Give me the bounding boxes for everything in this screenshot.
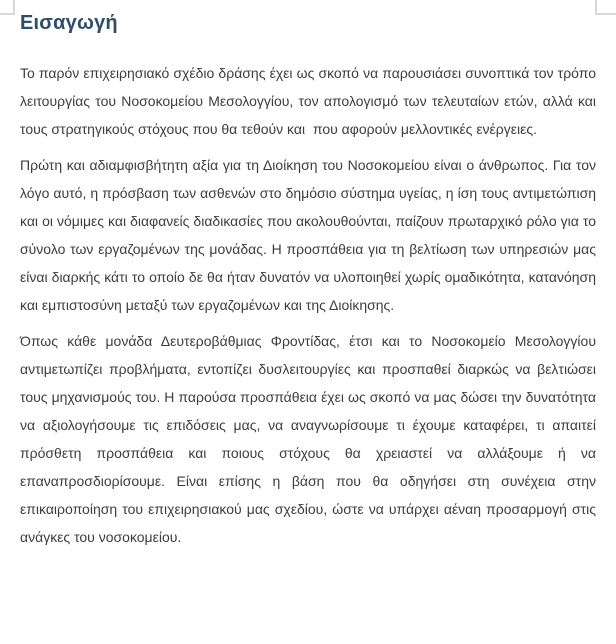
paragraph-intro-purpose: Το παρόν επιχειρησιακό σχέδιο δράσης έχει ως σκοπό να παρουσιάσει συνοπτικά τον τρόπο λειτουργίας του Νοσοκομείου Μεσολογγίου, τον απολογισμό των τελευταίων ετών, αλλά και τους στρατηγικούς στόχους που θα τεθούν και που αφορούν μελλοντικές ενέργειες.: [20, 65, 600, 137]
section-heading: Εισαγωγή: [20, 12, 118, 34]
text-boundary-mark-top-left: [0, 0, 15, 15]
paragraph-goals: Όπως κάθε μονάδα Δευτεροβάθμιας Φροντίδας, έτσι και το Νοσοκομείο Μεσολογγίου αντιμετωπίζει προβλήματα, εντοπίζει δυσλειτουργίες και προσπαθεί διαρκώς να βελτιώσει τους μηχανισμούς του. Η παρούσα προσπάθεια έχει ως σκοπό να μας δώσει την δυνατότητα να αξιολογήσουμε τις επιδόσεις μας, να αναγνωρίσουμε τι έχουμε καταφέρει, τι απαιτεί πρόσθετη προσπάθεια και ποιους στόχους θα χρειαστεί να αλλάξουμε ή να επαναπροσδιορίσουμε. Είναι επίσης η βάση που θα οδηγήσει στη συνέχεια στην επικαιροποίηση του επιχειρησιακού μας σχεδίου, ώστε να υπάρχει αέναη προσαρμογή στις ανάγκες του νοσοκομείου.: [20, 333, 600, 545]
text-boundary-mark-top-right: [595, 0, 616, 15]
paragraph-values: Πρώτη και αδιαμφισβήτητη αξία για τη Διοίκηση του Νοσοκομείου είναι ο άνθρωπος. Για τον λόγο αυτό, η πρόσβαση των ασθενών στο δημόσιο σύστημα υγείας, η ίση τους αντιμετώπιση και οι νόμιμες και διαφανείς διαδικασίες που ακολουθούνται, παίζουν πρωταρχικό ρόλο για το σύνολο των εργαζομένων της μονάδας. Η προσπάθεια για τη βελτίωση των υπηρεσιών μας είναι διαρκής κάτι το οποίο δε θα ήταν δυνατόν να υλοποιηθεί χωρίς ομαδικότητα, κατανόηση και εμπιστοσύνη μεταξύ των εργαζομένων και της Διοίκησης.: [20, 157, 600, 313]
